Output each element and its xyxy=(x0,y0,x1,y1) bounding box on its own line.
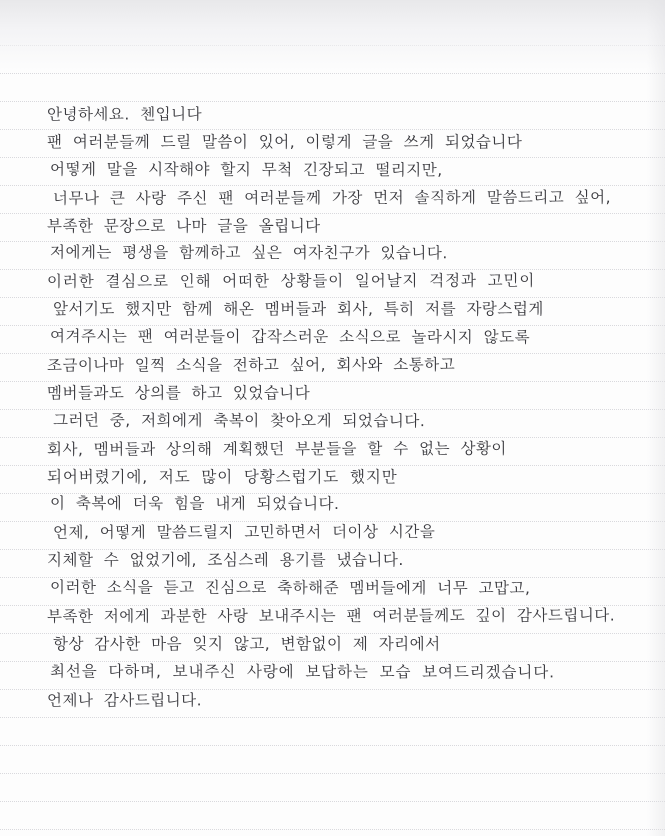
letter-line: 조금이나마 일찍 소식을 전하고 싶어, 회사와 소통하고 xyxy=(46,355,456,375)
letter-line: 여겨주시는 팬 여러분들이 갑작스러운 소식으로 놀라시지 않도록 xyxy=(49,327,531,347)
letter-line: 언제나 감사드립니다. xyxy=(46,691,203,710)
letter-line: 어떻게 말을 시작해야 할지 무척 긴장되고 떨리지만, xyxy=(49,160,443,179)
ruled-line xyxy=(0,745,665,746)
ruled-line xyxy=(0,73,665,74)
letter-line: 부족한 문장으로 나마 글을 올립니다 xyxy=(47,216,321,235)
letter-line: 언제, 어떻게 말씀드릴지 고민하면서 더이상 시간을 xyxy=(52,523,436,542)
letter-line: 항상 감사한 마음 잊지 않고, 변함없이 제 자리에서 xyxy=(53,634,441,653)
letter-line: 저에게는 평생을 함께하고 싶은 여자친구가 있습니다. xyxy=(49,243,448,263)
letter-body xyxy=(47,101,651,715)
paper-top-shading xyxy=(0,0,665,70)
letter-line: 멤버들과도 상의를 하고 있었습니다 xyxy=(47,383,311,402)
letter-line: 이러한 소식을 듣고 진심으로 축하해준 멤버들에게 너무 고맙고, xyxy=(49,578,531,598)
ruled-line xyxy=(0,773,665,774)
letter-line: 팬 여러분들께 드릴 말씀이 있어, 이렇게 글을 쓰게 되었습니다 xyxy=(47,132,523,151)
letter-line: 회사, 멤버들과 상의해 계획했던 부분들을 할 수 없는 상황이 xyxy=(46,439,507,459)
ruled-line xyxy=(0,717,665,718)
ruled-line xyxy=(0,45,665,46)
letter-line: 되어버렸기에, 저도 많이 당황스럽기도 했지만 xyxy=(47,467,398,486)
letter-line: 너무나 큰 사랑 주신 팬 여러분들께 가장 먼저 솔직하게 말씀드리고 싶어, xyxy=(52,188,612,208)
letter-line: 그러던 중, 저희에게 축복이 찾아오게 되었습니다. xyxy=(52,411,426,430)
ruled-line xyxy=(0,829,665,830)
letter-line: 안녕하세요. 첸입니다 xyxy=(46,105,203,124)
letter-line: 부족한 저에게 과분한 사랑 보내주시는 팬 여러분들께도 깊이 감사드립니다. xyxy=(46,606,616,626)
letter-line: 이 축복에 더욱 힘을 내게 되었습니다. xyxy=(49,494,340,514)
ruled-line xyxy=(0,801,665,802)
letter-line: 앞서기도 했지만 함께 해온 멤버들과 회사, 특히 저를 자랑스럽게 xyxy=(53,300,544,319)
letter-line: 지체할 수 없었기에, 조심스레 용기를 냈습니다. xyxy=(47,551,404,570)
letter-line: 이러한 결심으로 인해 어떠한 상황들이 일어날지 걱정과 고민이 xyxy=(46,271,536,291)
letter-line: 최선을 다하며, 보내주신 사랑에 보답하는 모습 보여드리겠습니다. xyxy=(49,662,555,682)
